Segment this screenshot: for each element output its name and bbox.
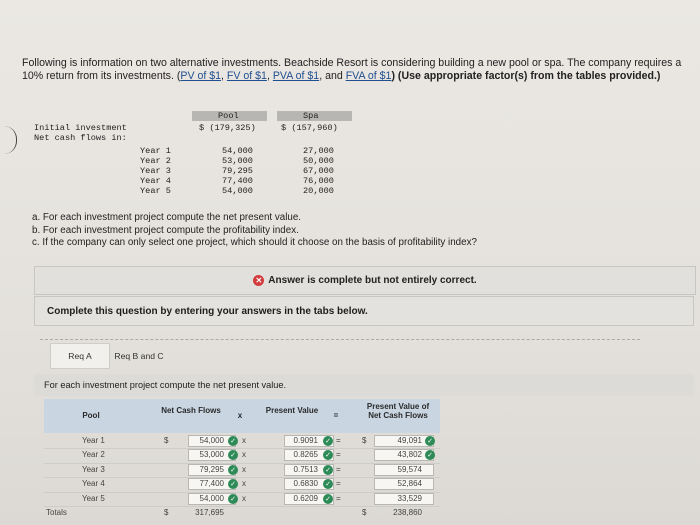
multiply-sign: x: [242, 436, 246, 445]
question-a: a. For each investment project compute the net present value.: [32, 212, 302, 223]
tabs-divider: [40, 339, 640, 341]
equals-sign: =: [336, 450, 341, 460]
correct-check-icon: ✓: [422, 436, 435, 446]
given-pool-cf: 54,000: [222, 186, 253, 196]
given-spa-cf: 50,000: [303, 156, 334, 166]
multiply-sign: x: [242, 493, 246, 503]
pv-of-1-link[interactable]: PV of $1: [180, 69, 222, 82]
present-value-value: 59,574: [397, 464, 422, 474]
row-year-label: Year 3: [82, 464, 105, 474]
complete-question-text: Complete this question by entering your answers in the tabs below.: [47, 305, 368, 317]
correct-check-icon: ✓: [320, 479, 333, 489]
intro-text-2: ) (Use appropriate factor(s) from the tables provided.): [391, 69, 661, 82]
row-year-label: Year 5: [82, 493, 105, 503]
correct-check-icon: ✓: [320, 450, 333, 460]
given-spa-cf: 20,000: [303, 186, 334, 196]
dollar-sign: $: [362, 436, 367, 445]
row-year-label: Year 1: [82, 436, 105, 445]
header-pv-net-cash-flows: Present Value of Net Cash Flows: [366, 402, 430, 420]
given-year-label: Year 4: [140, 176, 171, 186]
total-net-cash-flows: 317,695: [195, 508, 224, 517]
table-row: [44, 448, 440, 463]
totals-label: Totals: [46, 508, 67, 517]
col-pool-header: Pool: [218, 111, 239, 121]
equals-sign: =: [336, 479, 341, 489]
multiply-sign: x: [242, 464, 246, 474]
requirement-tabs: [34, 335, 694, 375]
pv-factor-value: 0.8265: [293, 450, 318, 460]
initial-investment-label: Initial investment: [34, 123, 127, 133]
pv-factor-value: 0.9091: [293, 436, 318, 445]
row-year-label: Year 4: [82, 479, 105, 489]
multiply-sign: x: [242, 479, 246, 489]
question-c: c. If the company can only select one project, which should it choose on the basis of profitability index?: [32, 237, 477, 248]
questions-list: [32, 212, 477, 250]
row-year-label: Year 2: [82, 450, 105, 460]
incorrect-x-icon: ✕: [253, 275, 264, 286]
present-value-value: 43,802: [397, 450, 422, 460]
correct-check-icon: ✓: [320, 494, 333, 504]
dollar-sign: $: [164, 508, 169, 517]
header-pool: Pool: [82, 411, 100, 420]
npv-table-header: [44, 399, 440, 433]
col-spa-header: Spa: [303, 111, 319, 121]
given-pool-cf: 77,400: [222, 176, 253, 186]
tab-instruction-text: For each investment project compute the net present value.: [44, 380, 287, 390]
table-row: [44, 477, 440, 492]
question-b: b. For each investment project compute the profitability index.: [32, 224, 299, 236]
tab-instruction: [34, 374, 694, 396]
table-row: [44, 463, 440, 478]
instructions-box: [34, 296, 694, 326]
table-row: [44, 492, 440, 507]
fv-of-1-link[interactable]: FV of $1: [226, 69, 267, 82]
answer-status-banner: [34, 266, 696, 295]
pv-factor-value: 0.6209: [293, 493, 318, 503]
intro-text-1: Following is information on two alternative investments. Beachside Resort is considering building a new pool or spa. The company requires a 10% return from its investments. (: [22, 57, 682, 82]
present-value-value: 49,091: [397, 436, 422, 445]
correct-check-icon: ✓: [225, 436, 238, 446]
given-pool-cf: 53,000: [222, 156, 253, 166]
correct-check-icon: ✓: [320, 465, 333, 475]
equals-sign: =: [336, 464, 341, 474]
pva-of-1-link[interactable]: PVA of $1: [272, 69, 320, 82]
net-cash-flows-label: Net cash flows in:: [34, 133, 127, 143]
given-spa-cf: 27,000: [303, 146, 334, 156]
initial-pool-value: $ (179,325): [199, 123, 256, 133]
given-year-label: Year 1: [140, 146, 171, 156]
net-cash-flow-value: 79,295: [199, 464, 224, 474]
multiply-sign: x: [242, 450, 246, 460]
problem-intro: Following is information on two alternative investments. Beachside Resort is considering building a new pool or spa. The company requires a 10% return from its investments. (PV of $1, FV of $1, PVA of $1, and FVA of $1) (Use appropriate factor(s) from the tables provided.): [22, 57, 682, 82]
header-net-cash-flows: Net Cash Flows: [161, 406, 221, 415]
equals-sign: =: [336, 493, 341, 503]
dollar-sign: $: [164, 436, 169, 445]
correct-check-icon: ✓: [320, 436, 333, 446]
tab-req-a[interactable]: Req A: [50, 343, 110, 369]
correct-check-icon: ✓: [225, 465, 238, 475]
tab-req-b-and-c[interactable]: Req B and C: [114, 351, 164, 361]
answer-status-text: Answer is complete but not entirely correct.: [268, 275, 477, 286]
correct-check-icon: ✓: [225, 494, 238, 504]
present-value-value: 33,529: [397, 493, 422, 503]
equals-sign: =: [336, 436, 341, 445]
dollar-sign: $: [362, 508, 367, 517]
net-cash-flow-value: 53,000: [199, 450, 224, 460]
net-cash-flow-value: 77,400: [199, 479, 224, 489]
correct-check-icon: ✓: [225, 479, 238, 489]
given-pool-cf: 79,295: [222, 166, 253, 176]
given-pool-cf: 54,000: [222, 146, 253, 156]
page-bracket-mark: [4, 126, 17, 154]
table-row: [44, 434, 440, 449]
given-spa-cf: 76,000: [303, 176, 334, 186]
totals-row: [44, 506, 440, 520]
present-value-value: 52,864: [397, 479, 422, 489]
net-cash-flow-value: 54,000: [199, 436, 224, 445]
pv-factor-value: 0.6830: [293, 479, 318, 489]
header-present-value: Present Value: [265, 406, 319, 415]
net-cash-flow-value: 54,000: [199, 493, 224, 503]
given-year-label: Year 2: [140, 156, 171, 166]
fva-of-1-link[interactable]: FVA of $1: [345, 69, 392, 82]
correct-check-icon: ✓: [422, 450, 435, 460]
total-present-value: 238,860: [393, 508, 422, 517]
header-equals: =: [333, 411, 339, 420]
header-multiply: x: [237, 411, 243, 420]
initial-spa-value: $ (157,960): [281, 123, 338, 133]
given-spa-cf: 67,000: [303, 166, 334, 176]
given-year-label: Year 3: [140, 166, 171, 176]
given-year-label: Year 5: [140, 186, 171, 196]
correct-check-icon: ✓: [225, 450, 238, 460]
pv-factor-value: 0.7513: [293, 464, 318, 474]
